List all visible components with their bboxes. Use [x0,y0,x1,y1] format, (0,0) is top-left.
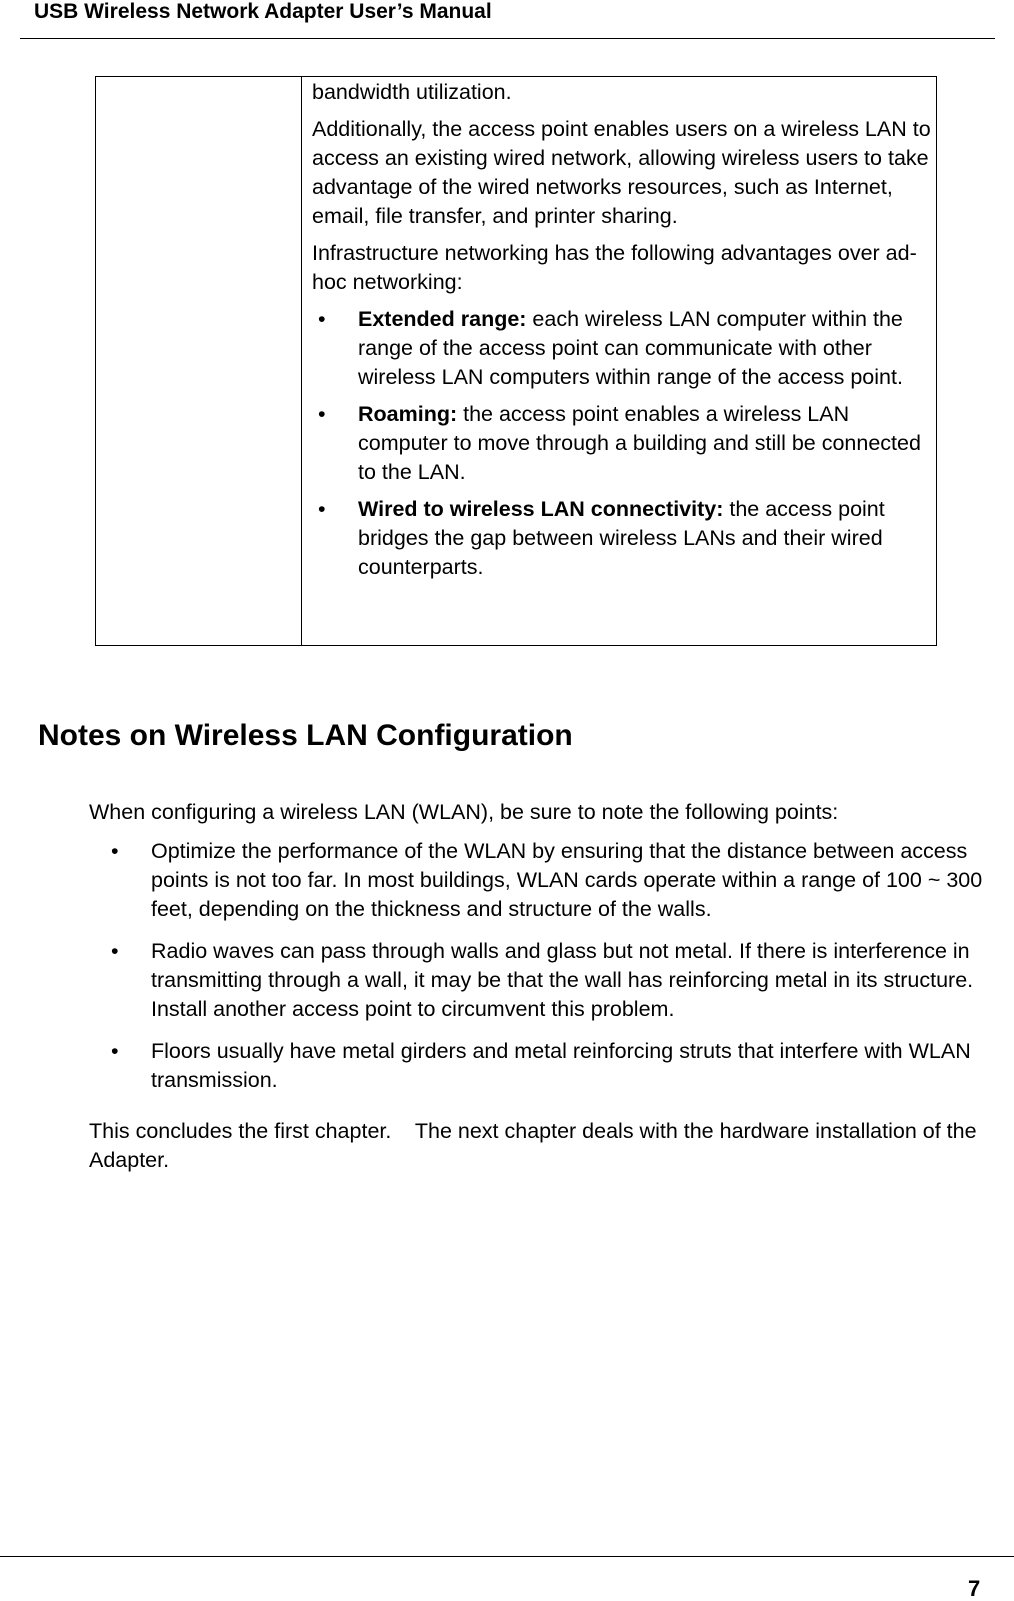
table-right-cell [312,78,932,590]
list-item [89,937,994,1024]
list-item [89,837,994,924]
advantage-text: the access point bridges the gap between wireless LANs and their wired counterparts. [358,497,885,579]
note-text: Floors usually have metal girders and metal reinforcing struts that interfere with WLAN transmission. [151,1039,971,1092]
page-number: 7 [968,1576,981,1601]
list-item [89,1037,994,1095]
table-left-cell [96,77,302,645]
manual-title: USB Wireless Network Adapter User’s Manual [34,0,492,23]
paragraph-bandwidth: bandwidth utilization. [312,80,512,104]
chapter-conclusion: This concludes the first chapter. The next chapter deals with the hardware installation of the Adapter. [89,1119,982,1172]
advantage-text: the access point enables a wireless LAN computer to move through a building and still be connected to the LAN. [358,402,921,484]
page-footer-rule [0,1556,1014,1557]
list-item [312,400,932,487]
advantage-term: Wired to wireless LAN connectivity: [358,497,724,521]
advantage-term: Roaming: [358,402,458,426]
list-item [312,305,932,392]
bullet-icon: • [318,307,326,331]
advantages-list [312,305,932,582]
advantage-term: Extended range: [358,307,527,331]
section-title: Notes on Wireless LAN Configuration [38,719,573,752]
page-header [20,0,995,39]
bullet-icon: • [111,839,119,863]
notes-body [89,798,994,1185]
paragraph-advantages-intro: Infrastructure networking has the following advantages over ad-hoc networking: [312,241,917,294]
note-text: Optimize the performance of the WLAN by ensuring that the distance between access points is not too far. In most buildings, WLAN cards operate within a range of 100 ~ 300 feet, depending on the thickness and structure of the walls. [151,839,983,921]
bullet-icon: • [111,1039,119,1063]
bullet-icon: • [111,939,119,963]
bullet-icon: • [318,402,326,426]
list-item [312,495,932,582]
notes-list [89,837,994,1095]
bullet-icon: • [318,497,326,521]
infrastructure-table [95,76,937,646]
note-text: Radio waves can pass through walls and glass but not metal. If there is interference in transmitting through a wall, it may be that the wall has reinforcing metal in its structure. Install another access point to circumvent this problem. [151,939,974,1021]
paragraph-access-point: Additionally, the access point enables users on a wireless LAN to access an existing wired network, allowing wireless users to take advantage of the wired networks resources, such as Internet, email, file transfer, and printer sharing. [312,117,931,228]
advantage-text: each wireless LAN computer within the range of the access point can communicate with other wireless LAN computers within range of the access point. [358,307,903,389]
notes-intro: When configuring a wireless LAN (WLAN), be sure to note the following points: [89,800,839,824]
